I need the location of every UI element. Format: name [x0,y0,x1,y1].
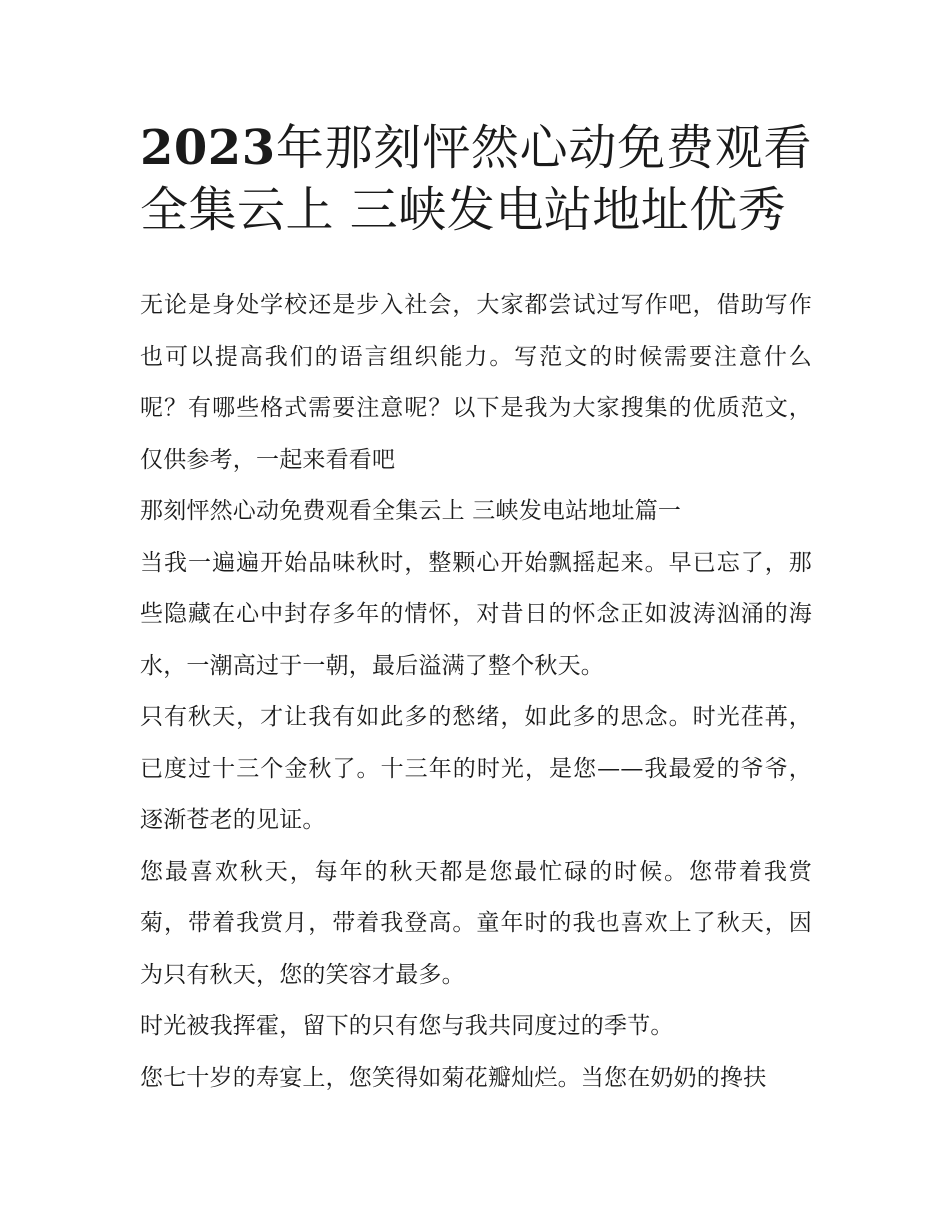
body-paragraph: 只有秋天，才让我有如此多的愁绪，如此多的思念。时光荏苒，已度过十三个金秋了。十三年的时光，是您——我最爱的爷爷，逐渐苍老的见证。 [140,704,812,833]
title-year: 2023 [140,120,276,176]
body-paragraph: 当我一遍遍开始品味秋时，整颗心开始飘摇起来。早已忘了，那些隐藏在心中封存多年的情怀，对昔日的怀念正如波涛汹涌的海水，一潮高过于一朝，最后溢满了整个秋天。 [140,549,812,679]
body-paragraph: 您最喜欢秋天，每年的秋天都是您最忙碌的时候。您带着我赏菊，带着我赏月，带着我登高。童年时的我也喜欢上了秋天，因为只有秋天，您的笑容才最多。 [140,858,812,988]
intro-paragraph: 无论是身处学校还是步入社会，大家都尝试过写作吧，借助写作也可以提高我们的语言组织能力。写范文的时候需要注意什么呢？有哪些格式需要注意呢？以下是我为大家搜集的优质范文，仅供参考，一起来看看吧 [140,292,812,473]
document-title [140,117,812,241]
body-paragraph: 时光被我挥霍，留下的只有您与我共同度过的季节。 [140,1013,674,1039]
body-paragraph: 您七十岁的寿宴上，您笑得如菊花瓣灿烂。当您在奶奶的搀扶 [140,1064,767,1091]
section-heading: 那刻怦然心动免费观看全集云上 三峡发电站地址篇一 [140,498,682,524]
title-text: 年那刻怦然心动免费观看全集云上 三峡发电站地址优秀 [140,120,812,238]
document-body [140,280,812,1104]
